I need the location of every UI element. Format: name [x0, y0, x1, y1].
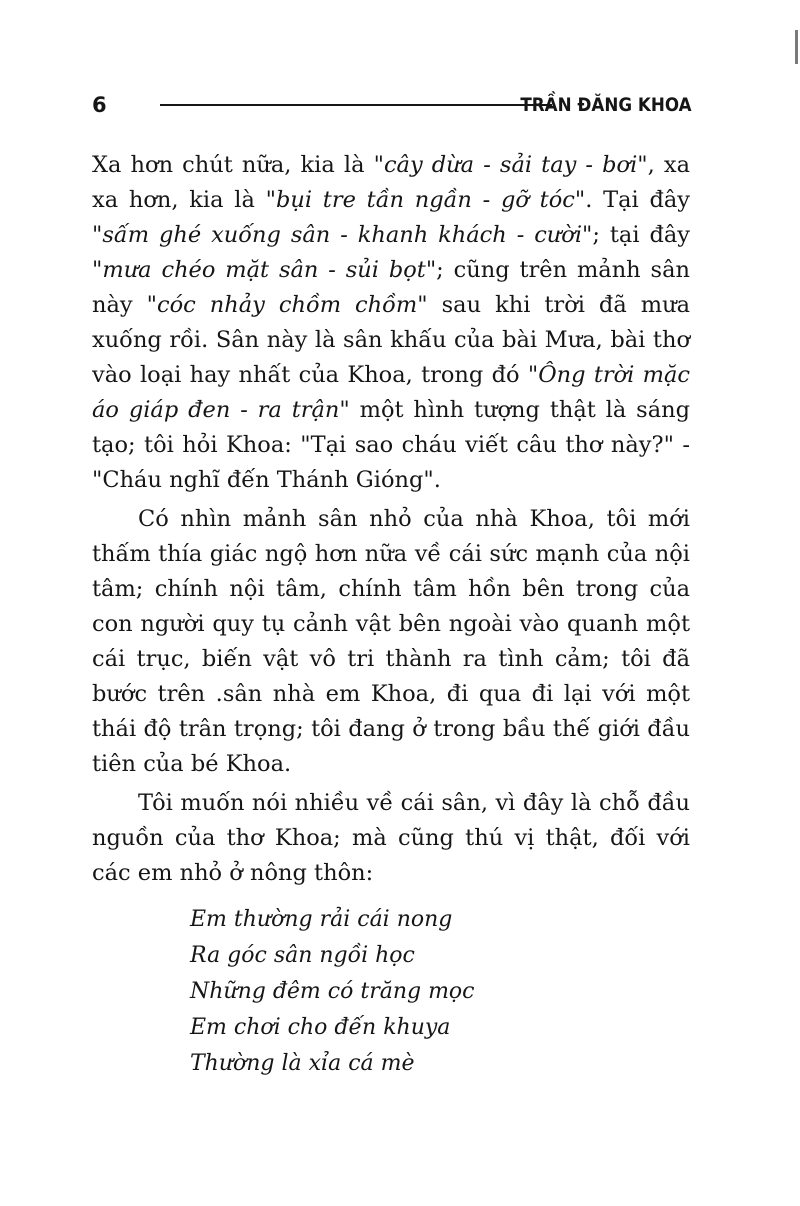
running-title: TRẦN ĐĂNG KHOA: [520, 94, 692, 116]
p1-text-5: "; cũng trên mảnh sân này ": [92, 257, 690, 318]
poem-excerpt: [190, 902, 475, 1082]
p1-text-4: "; tại đây ": [92, 222, 690, 283]
p1-text-3: ". Tại đây ": [92, 187, 690, 248]
poem-line: Những đêm có trăng mọc: [190, 979, 475, 1004]
p1-quote-4: mưa chéo mặt sân - sủi bọt: [102, 257, 426, 283]
page-edge-mark: [795, 30, 798, 64]
p1-quote-2: bụi tre tần ngần - gỡ tóc: [275, 187, 575, 213]
header-rule: [160, 104, 552, 106]
p1-quote-5: cóc nhảy chồm chồm: [156, 292, 418, 318]
p1-quote-3: sấm ghé xuống sân - khanh khách - cười: [102, 222, 583, 248]
p1-text-2: ", xa xa hơn, kia là ": [92, 152, 690, 213]
body-text: [92, 148, 690, 895]
poem-line: Ra góc sân ngồi học: [190, 943, 415, 968]
paragraph-1: [92, 148, 690, 498]
p1-quote-1: cây dừa - sải tay - bơi: [383, 152, 638, 178]
paragraph-2: Có nhìn mảnh sân nhỏ của nhà Khoa, tôi mới thấm thía giác ngộ hơn nữa về cái sức mạnh của nội tâm; chính nội tâm, chính tâm hồn bên trong của con người quy tụ cảnh vật bên ngoài vào quanh một cái trục, biến vật vô tri thành ra tình cảm; tôi đã bước trên .sân nhà em Khoa, đi qua đi lại với một thái độ trân trọng; tôi đang ở trong bầu thế giới đầu tiên của bé Khoa.: [92, 506, 690, 777]
p1-quote-6: Ông trời mặc áo giáp đen - ra trận: [92, 362, 690, 423]
p1-text-7: " một hình tượng thật là sáng tạo; tôi hỏi Khoa: "Tại sao cháu viết câu thơ này?" - "Cháu nghĩ đến Thánh Gióng".: [92, 397, 691, 493]
poem-line: Em chơi cho đến khuya: [190, 1015, 451, 1040]
poem-line: Thường là xỉa cá mè: [190, 1051, 415, 1076]
page-number: 6: [92, 93, 107, 117]
page-header: [92, 90, 692, 120]
p1-text-1: Xa hơn chút nữa, kia là ": [92, 152, 384, 178]
paragraph-3: Tôi muốn nói nhiều về cái sân, vì đây là chỗ đầu nguồn của thơ Khoa; mà cũng thú vị thật, đối với các em nhỏ ở nông thôn:: [92, 790, 690, 886]
poem-line: Em thường rải cái nong: [190, 907, 453, 932]
p1-text-6: " sau khi trời đã mưa xuống rồi. Sân này là sân khấu của bài Mưa, bài thơ vào loại hay nhất của Khoa, trong đó ": [92, 292, 691, 388]
